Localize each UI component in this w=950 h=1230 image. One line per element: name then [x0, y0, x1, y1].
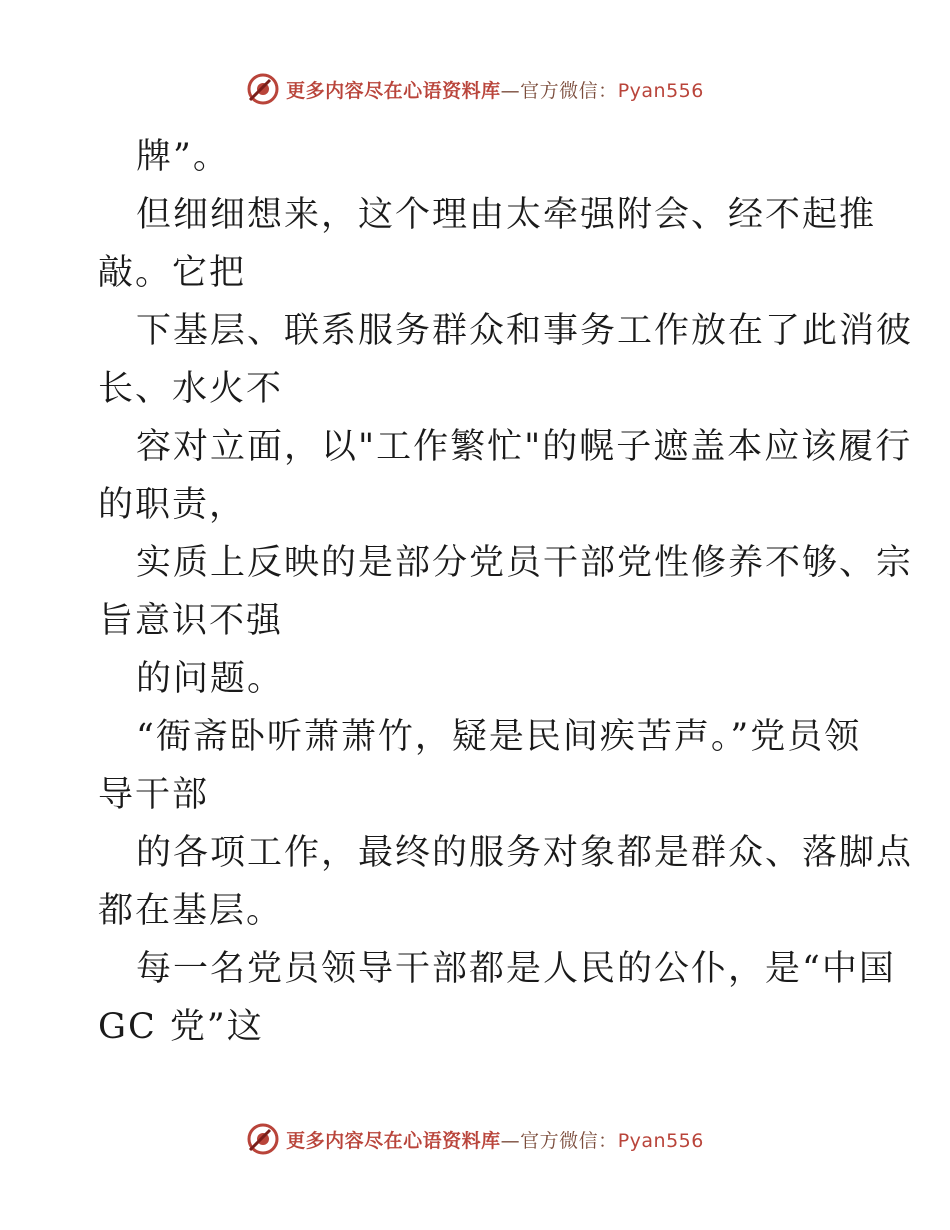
text-line: “衙斋卧听萧萧竹，疑是民间疾苦声。”党员领 [136, 717, 862, 757]
logo-icon [246, 1122, 280, 1156]
text-line: 每一名党员领导干部都是人民的公仆，是“中国 [136, 949, 896, 989]
text-line: 的问题。 [136, 659, 285, 699]
watermark-text [286, 76, 704, 103]
watermark-dash: — [500, 79, 521, 102]
watermark-text [286, 1126, 704, 1153]
logo-icon [246, 72, 280, 106]
watermark-site: 更多内容尽在心语资料库 [286, 79, 501, 102]
text-line: 实质上反映的是部分党员干部党性修养不够、宗 [136, 543, 914, 583]
text-line: 敲。它把 [98, 253, 247, 293]
text-line: 的职责， [98, 485, 247, 525]
text-line: 容对立面，以"工作繁忙"的幌子遮盖本应该履行 [136, 427, 913, 467]
watermark-label: 官方微信： [520, 1129, 618, 1152]
text-line: 下基层、联系服务群众和事务工作放在了此消彼 [136, 311, 914, 351]
header-watermark [0, 72, 950, 106]
watermark-handle: Pyan556 [617, 1129, 704, 1152]
text-line: GC 党”这 [98, 1007, 264, 1047]
watermark-site: 更多内容尽在心语资料库 [286, 1129, 501, 1152]
footer-watermark [0, 1122, 950, 1156]
text-line: 但细细想来，这个理由太牵强附会、经不起推 [136, 195, 877, 235]
text-line: 的各项工作，最终的服务对象都是群众、落脚点 [136, 833, 914, 873]
text-line: 旨意识不强 [98, 601, 284, 641]
watermark-label: 官方微信： [520, 79, 618, 102]
text-line: 导干部 [98, 775, 210, 815]
text-line: 长、水火不 [98, 369, 284, 409]
watermark-dash: — [500, 1129, 521, 1152]
text-line: 都在基层。 [98, 891, 284, 931]
document-body [98, 128, 914, 1056]
text-line: 牌”。 [136, 137, 230, 177]
watermark-handle: Pyan556 [617, 79, 704, 102]
